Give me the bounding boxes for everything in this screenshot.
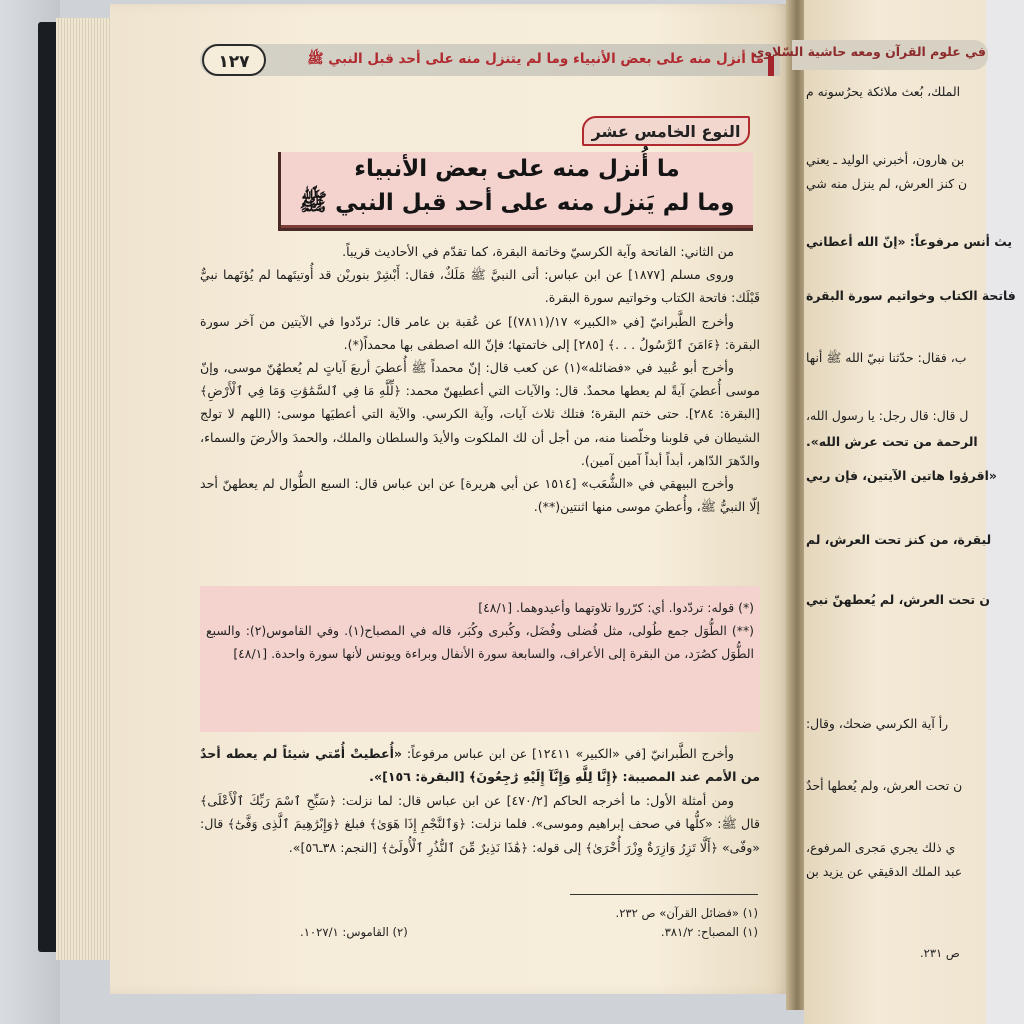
background-right bbox=[986, 0, 1024, 1024]
right-page-header: في علوم القرآن ومعه حاشية السّلاوي bbox=[752, 44, 986, 59]
right-page-line: بن هارون، أخبرني الوليد ـ يعني bbox=[806, 152, 965, 167]
right-page-line: ي ذلك يجري مَجرى المرفوع، bbox=[806, 840, 956, 855]
right-page-line: لبقرة، من كنز تحت العرش، لم bbox=[806, 532, 992, 547]
right-page-line: «اقرؤوا هاتين الآيتين، فإن ربي bbox=[806, 468, 997, 483]
footnote: (١) «فضائل القرآن» ص ٢٣٢. bbox=[615, 906, 758, 920]
header-accent-bar bbox=[768, 56, 774, 76]
right-page-line: الرحمة من تحت عرش الله». bbox=[806, 434, 978, 449]
chapter-label: النوع الخامس عشر bbox=[582, 116, 750, 146]
right-page-line: ن تحت العرش، ولم يُعطها أحدٌ bbox=[806, 778, 963, 793]
page-stack-edge bbox=[56, 18, 116, 960]
paragraph: وأخرج البيهقي في «الشُّعَب» [١٥١٤ عن أبي هريرة] عن ابن عباس قال: السبع الطُّوال لم يعطهنّ أحد إلّا النبيُّ ﷺ، وأُعطيَ موسى منها اثنتين(**). bbox=[200, 476, 760, 515]
right-page-line: يث أنس مرفوعاً: «إنّ الله أعطاني bbox=[806, 234, 1013, 249]
paragraph: من الثاني: الفاتحة وآية الكرسيّ وخاتمة البقرة، كما تقدّم في الأحاديث قريباً. bbox=[342, 244, 734, 259]
commentary-note: (*) قوله: تردّدوا. أي: كرّروا تلاوتهما وأعيدوهما. [٤٨/١] bbox=[478, 600, 754, 615]
chapter-title-line-1: ما أُنزل منه على بعض الأنبياء bbox=[354, 156, 680, 182]
commentary-note: (**) الطُّوَل جمع طُولى، مثل فُضلى وفُضَل، وكُبرى وكُبَر، قاله في المصباح(١). وفي القاموس(٢): والسبع الطُّوَل كصُرَد، من البقرة إلى الأعراف، والسابعة سورة الأنفال وبراءة ويونس لأنها سورة واحدة. [٤٨/١] bbox=[206, 623, 754, 661]
chapter-title-box bbox=[278, 152, 753, 231]
right-page-line: فاتحة الكتاب وخواتيم سورة البقرة bbox=[806, 288, 1016, 303]
main-text-continued bbox=[200, 742, 760, 859]
right-page-line: عبد الملك الدقيقي عن يزيد بن bbox=[806, 864, 963, 879]
right-page-line: ل قال: قال رجل: يا رسول الله، bbox=[806, 408, 969, 423]
right-page-footnote: ص ٢٣١. bbox=[920, 946, 960, 960]
footnotes bbox=[300, 904, 758, 942]
page-number: ١٢٧ bbox=[202, 44, 266, 76]
paragraph-normal: وأخرج الطَّبرانيّ [في «الكبير» ١٢٤١١] عن ابن عباس مرفوعاً: bbox=[402, 746, 734, 761]
running-title: ما أنزل منه على بعض الأنبياء وما لم يتنزل منه على أحد قبل النبي ﷺ bbox=[307, 51, 764, 67]
footnote: (١) المصباح: ٣٨١/٢. bbox=[660, 925, 758, 939]
footnote: (٢) القاموس: ١٠٢٧/١. bbox=[300, 925, 408, 939]
footnote-divider bbox=[570, 894, 758, 895]
paragraph bbox=[200, 742, 760, 789]
paragraph: وأخرج الطَّبرانيّ [في «الكبير» ١٧/(٧٨١١)] عن عُقبة بن عامر قال: تردّدوا في الآيتين من آخر سورة البقرة: ﴿ءَامَنَ ٱلرَّسُولُ . . .﴾ [٢٨٥] إلى خاتمتها؛ فإنّ الله اصطفى بها محمداً(*). bbox=[200, 313, 760, 352]
right-page-line: رأ آية الكرسي ضحك، وقال: bbox=[806, 716, 949, 731]
right-page-line: الملك، بُعث ملائكة يحرُسونه م bbox=[806, 84, 961, 99]
right-page-line: ن تحت العرش، لم يُعطهنّ نبي bbox=[806, 592, 990, 607]
main-text bbox=[200, 240, 760, 518]
right-page-line: ن كنز العرش، لم ينزل منه شي bbox=[806, 176, 968, 191]
commentary-text bbox=[206, 596, 754, 665]
paragraph: وروى مسلم [١٨٧٧] عن ابن عباس: أتى النبيَّ ﷺ مَلَكٌ، فقال: أَبْشِرْ بنوريْن قد أُوتيتَهما لم يُؤتَهما نبيٌّ قَبْلَك: فاتحة الكتاب وخواتيم سورة البقرة. bbox=[200, 267, 760, 306]
paragraph: وأخرج أبو عُبيد في «فضائله»(١) عن كعب قال: إنّ محمداً ﷺ أُعطيَ أربعَ آياتٍ لم يُعطهُنّ موسى، وإنّ موسى أُعطيَ آيةً لم يعطها محمدٌ. قال: والآيات التي أعطيهنّ محمد: ﴿لِّلَّهِ مَا فِي ٱلسَّمَٰوَٰتِ وَمَا فِي ٱلْأَرْضِ﴾ [البقرة: ٢٨٤]. حتى ختم البقرة؛ فتلك ثلاث آيات، وآية الكرسي. والآية التي أعطيَها موسى: (اللهم لا تولج الشيطان في قلوبنا وخلّصنا منه، من أجل أن لك الملكوت والأيدَ والسلطان والملك، والحمدَ والأرضَ والسماء، والدّهرَ الدّاهر، أبداً أبداً آمين آمين). bbox=[200, 360, 760, 468]
hadith-bold: «أُعطيتْ أُمّتي شيئاً لم يعطه أحدٌ من الأمم عند المصيبة: ﴿إِنَّا لِلَّهِ وَإِنَّآ إِلَيْهِ رَٰجِعُونَ﴾ [البقرة: ١٥٦]». bbox=[200, 746, 760, 785]
chapter-title-line-2: وما لم يَنزل منه على أحد قبل النبي ﷺ bbox=[299, 190, 735, 216]
paragraph: ومن أمثلة الأول: ما أخرجه الحاكم [٤٧٠/٢] عن ابن عباس قال: لما نزلت: ﴿سَبِّحِ ٱسْمَ رَبِّكَ ٱلْأَعْلَى﴾ قال ﷺ: «كلُّها في صحف إبراهيم وموسى». فلما نزلت: ﴿وَٱلنَّجْمِ إِذَا هَوَىٰ﴾ فبلغ ﴿وَإِبْرَٰهِيمَ ٱلَّذِى وَفَّىٰٓ﴾ قال: «وفّى» ﴿أَلَّا تَزِرُ وَازِرَةٌ وِزْرَ أُخْرَىٰ﴾ إلى قوله: ﴿هَٰذَا نَذِيرٌ مِّنَ ٱلنُّذُرِ ٱلْأُولَىٰٓ﴾ [النجم: ٣٨ـ٥٦]». bbox=[200, 792, 760, 855]
right-page-line: ب، فقال: حدّثنا نبيّ الله ﷺ أنها bbox=[806, 350, 967, 365]
